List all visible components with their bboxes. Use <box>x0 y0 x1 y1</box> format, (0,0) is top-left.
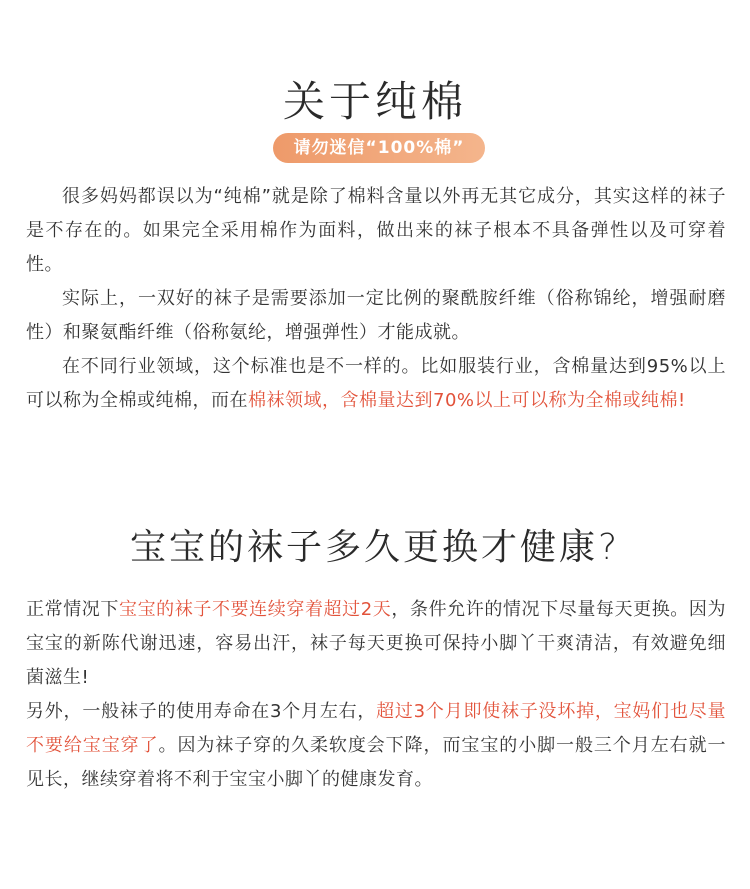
section-title-cotton: 关于纯棉 <box>282 77 467 126</box>
paragraph-sock-change-1-start: 正常情况下 <box>26 599 119 620</box>
paragraph-sock-change-1 <box>26 593 726 695</box>
highlight-three-months: 超过3个月即使袜子没坏掉，宝妈们也尽量不要给宝宝穿了 <box>26 701 727 756</box>
paragraph-cotton-1: 很多妈妈都误以为“纯棉”就是除了棉料含量以外再无其它成分，其实这样的袜子是不存在的。如果完全采用棉作为面料，做出来的袜子根本不具备弹性以及可穿着性。 <box>26 186 726 275</box>
highlight-two-days: 宝宝的袜子不要连续穿着超过2天 <box>118 599 392 620</box>
section-title-sock-change: 宝宝的袜子多久更换才健康? <box>129 527 621 568</box>
highlight-cotton-standard: 棉袜领域，含棉量达到70%以上可以称为全棉或纯棉! <box>248 390 686 411</box>
paragraph-cotton-3 <box>26 350 726 418</box>
paragraph-sock-change-1-end: ，条件允许的情况下尽量每天更换。因为宝宝的新陈代谢迅速，容易出汗，袜子每天更换可保持小脚丫干爽清洁，有效避免细菌滋生! <box>26 599 727 688</box>
badge-cotton-warning: 请勿迷信“100%棉” <box>273 133 485 163</box>
paragraph-sock-change-2-end: 。因为袜子穿的久柔软度会下降，而宝宝的小脚一般三个月左右就一见长，继续穿着将不利于宝宝小脚丫的健康发育。 <box>26 735 726 790</box>
paragraph-cotton-2: 实际上，一双好的袜子是需要添加一定比例的聚酰胺纤维（俗称锦纶，增强耐磨性）和聚氨酯纤维（俗称氨纶，增强弹性）才能成就。 <box>26 288 726 343</box>
paragraph-sock-change-2-start: 另外，一般袜子的使用寿命在3个月左右， <box>26 701 377 722</box>
paragraph-sock-change-2 <box>26 695 726 797</box>
paragraph-cotton-3-text: 在不同行业领域，这个标准也是不一样的。比如服装行业，含棉量达到95%以上可以称为全棉或纯棉，而在 <box>26 356 726 411</box>
